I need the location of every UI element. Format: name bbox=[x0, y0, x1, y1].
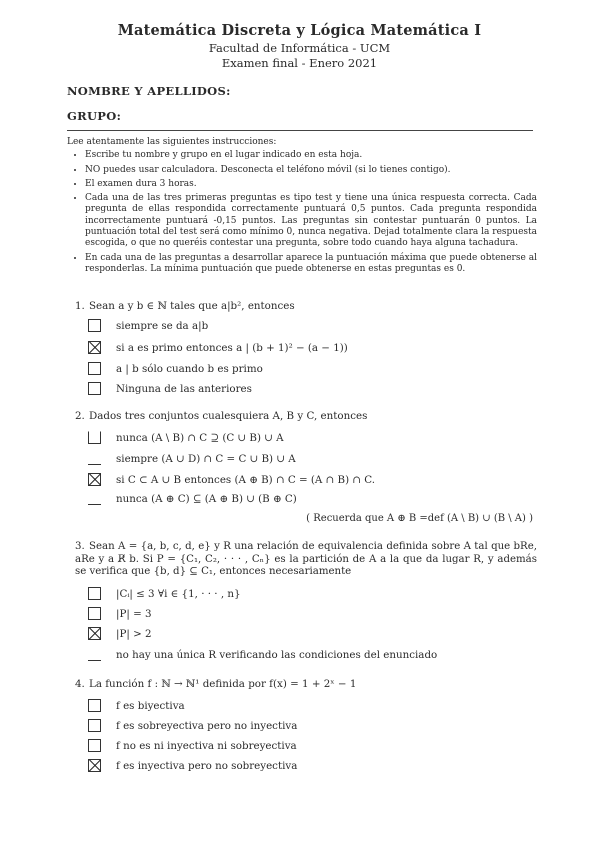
question-number: 1. bbox=[75, 300, 85, 312]
option-text: siempre (A ∪ D) ∩ C = C ∪ B) ∪ A bbox=[116, 453, 296, 465]
checkbox[interactable] bbox=[88, 699, 101, 712]
instructions bbox=[67, 137, 537, 278]
checkbox[interactable] bbox=[88, 452, 101, 465]
checkbox[interactable] bbox=[88, 607, 101, 620]
question-1 bbox=[75, 300, 295, 312]
exam-line: Examen final - Enero 2021 bbox=[221, 56, 378, 70]
instruction-item: • El examen dura 3 horas. bbox=[85, 179, 537, 190]
checkbox[interactable] bbox=[88, 382, 101, 395]
option-text: nunca (A \ B) ∩ C ⊇ (C ∪ B) ∪ A bbox=[116, 432, 284, 444]
checkbox-marked[interactable] bbox=[88, 473, 101, 486]
question-3 bbox=[75, 541, 537, 579]
question-number: 2. bbox=[75, 410, 85, 422]
question-4 bbox=[75, 678, 356, 690]
option-text: f no es ni inyectiva ni sobreyectiva bbox=[116, 740, 297, 752]
checkbox[interactable] bbox=[88, 739, 101, 752]
instruction-item: • Escribe tu nombre y grupo en el lugar indicado en esta hoja. bbox=[85, 150, 537, 161]
option-text: si a es primo entonces a | (b + 1)² − (a − 1)) bbox=[116, 342, 348, 354]
checkbox-marked[interactable] bbox=[88, 627, 101, 640]
checkbox[interactable] bbox=[88, 319, 101, 332]
question-number: 4. bbox=[75, 678, 85, 690]
option-text: a | b sólo cuando b es primo bbox=[116, 363, 263, 375]
set-definition-note: ( Recuerda que A ⊕ B =def (A \ B) ∪ (B \ A) ) bbox=[306, 513, 533, 524]
option-text: nunca (A ⊕ C) ⊆ (A ⊕ B) ∪ (B ⊕ C) bbox=[116, 493, 297, 505]
option-text: no hay una única R verificando las condiciones del enunciado bbox=[116, 649, 438, 661]
group-field-label: GRUPO: bbox=[67, 109, 122, 123]
checkbox[interactable] bbox=[88, 431, 101, 444]
instruction-item: • En cada una de las preguntas a desarrollar aparece la puntuación máxima que puede obtenerse al responderlas. La mínima puntuación que puede obtenerse en estas preguntas es 0. bbox=[85, 253, 537, 276]
checkbox[interactable] bbox=[88, 587, 101, 600]
checkbox[interactable] bbox=[88, 492, 101, 505]
option-text: f es biyectiva bbox=[116, 700, 185, 712]
instructions-lead: Lee atentamente las siguientes instrucciones: bbox=[67, 137, 277, 147]
option-text: f es inyectiva pero no sobreyectiva bbox=[116, 760, 298, 772]
option-text: |P| > 2 bbox=[116, 628, 152, 640]
question-stem: Sean A = {a, b, c, d, e} y R una relación de equivalencia definida sobre A tal que bRe, aRe y a R̸ b. Si P = {C₁, C₂, · · · , Cₙ} es la partición de A a la que da lugar R, y además se verifica que {b, d} ⊆ C₁, entonces necesariamente bbox=[75, 541, 537, 578]
option-text: |Cᵢ| ≤ 3 ∀i ∈ {1, · · · , n} bbox=[116, 588, 241, 600]
option-text: f es sobreyectiva pero no inyectiva bbox=[116, 720, 298, 732]
question-stem: Dados tres conjuntos cualesquiera A, B y C, entonces bbox=[89, 410, 368, 422]
instruction-item: • Cada una de las tres primeras preguntas es tipo test y tiene una única respuesta correcta. Cada pregunta de ellas respondida correctamente puntuará 0,5 puntos. Cada pregunta respondida incorrectamente puntuará -0,15 puntos. Las preguntas sin contestar puntuarán 0 puntos. La puntuación total del test será como mínimo 0, nunca negativa. Dejad totalmente clara la respuesta escogida, o que no queréis contestar una pregunta, sobre todo cuando haya alguna tachadura. bbox=[85, 193, 537, 249]
checkbox[interactable] bbox=[88, 719, 101, 732]
question-stem: Sean a y b ∈ ℕ tales que a|b², entonces bbox=[89, 300, 295, 312]
option-text: siempre se da a|b bbox=[116, 320, 209, 332]
question-2 bbox=[75, 410, 367, 422]
name-field-label: NOMBRE Y APELLIDOS: bbox=[67, 84, 231, 98]
question-number: 3. bbox=[75, 541, 85, 552]
checkbox-marked[interactable] bbox=[88, 341, 101, 354]
faculty-line: Facultad de Informática - UCM bbox=[208, 41, 391, 55]
option-text: |P| = 3 bbox=[116, 608, 152, 620]
instructions-list bbox=[67, 150, 537, 275]
checkbox-marked[interactable] bbox=[88, 759, 101, 772]
question-stem: La función f : ℕ → ℕ¹ definida por f(x) = 1 + 2ˣ − 1 bbox=[89, 678, 357, 690]
option-text: Ninguna de las anteriores bbox=[116, 383, 252, 395]
divider bbox=[67, 130, 533, 131]
option-text: si C ⊂ A ∪ B entonces (A ⊕ B) ∩ C = (A ∩ B) ∩ C. bbox=[116, 474, 376, 486]
instruction-item: • NO puedes usar calculadora. Desconecta el teléfono móvil (si lo tienes contigo). bbox=[85, 165, 537, 176]
course-title: Matemática Discreta y Lógica Matemática I bbox=[117, 22, 482, 39]
checkbox[interactable] bbox=[88, 648, 101, 661]
checkbox[interactable] bbox=[88, 362, 101, 375]
